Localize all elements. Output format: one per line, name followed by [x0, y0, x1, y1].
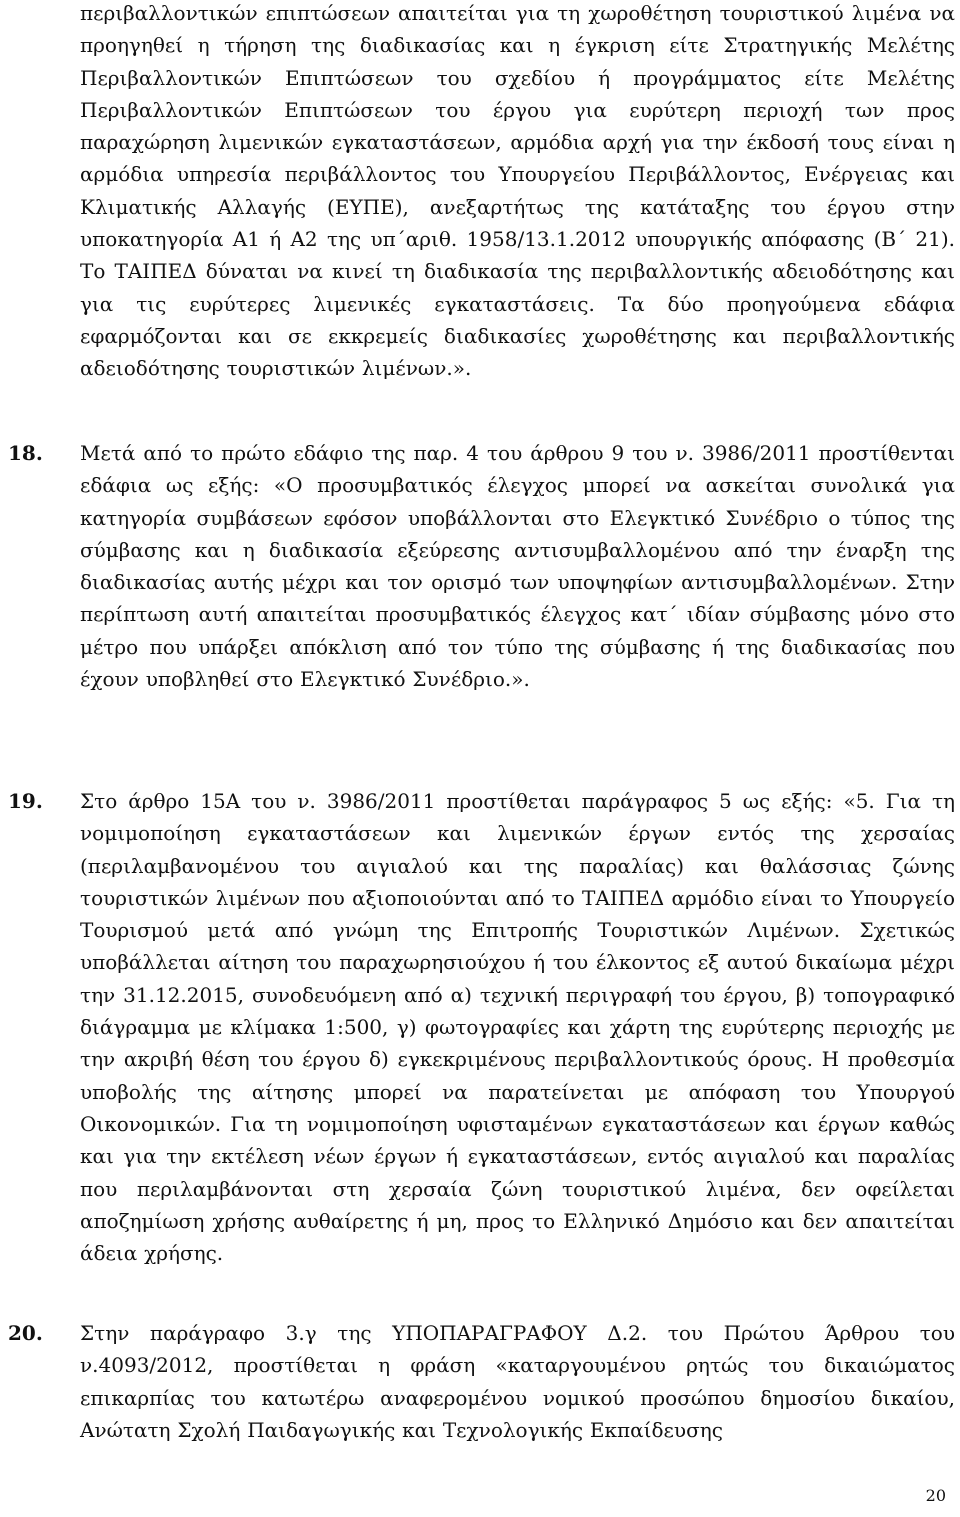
item-number: 18.	[8, 441, 43, 465]
page-number: 20	[925, 1486, 946, 1505]
item-number: 20.	[8, 1321, 43, 1345]
item-text: Μετά από το πρώτο εδάφιο της παρ. 4 του άρθρου 9 του ν. 3986/2011 προστίθενται εδάφια ως εξής: «Ο προσυμβατικός έλεγχος μπορεί να ασκείται συνολικά για κατηγορία συμβάσεων εφόσον υποβάλλονται στο Ελεγκτικό Συνέδριο ο τύπος της σύμβασης και η διαδικασία εξεύρεσης αντισυμβαλλομένου από την έναρξη της διαδικασίας αυτής μέχρι και τον ορισμό των υποψηφίων αντισυμβαλλομένων. Στην περίπτωση αυτή απαιτείται προσυμβατικός έλεγχος κατ΄ ιδίαν σύμβασης μόνο στο μέτρο που υπάρξει απόκλιση από τον τύπο της σύμβασης ή της διαδικασίας που έχουν υποβληθεί στο Ελεγκτικό Συνέδριο.».	[80, 441, 955, 692]
item-text: Στο άρθρο 15Α του ν. 3986/2011 προστίθεται παράγραφος 5 ως εξής: «5. Για τη νομιμοποίηση εγκαταστάσεων και λιμενικών έργων εντός της χερσαίας (περιλαμβανομένου του αιγιαλού και της παραλίας) και θαλάσσιας ζώνης τουριστικών λιμένων που αξιοποιούνται από το ΤΑΙΠΕΔ αρμόδιο είναι το Υπουργείο Τουρισμού μετά από γνώμη της Επιτροπής Τουριστικών Λιμένων. Σχετικώς υποβάλλεται αίτηση του παραχωρησιούχου ή του έλκοντος εξ αυτού δικαίωμα μέχρι την 31.12.2015, συνοδευόμενη από α) τεχνική περιγραφή του έργου, β) τοπογραφικό διάγραμμα με κλίμακα 1:500, γ) φωτογραφίες και χάρτη της ευρύτερης περιοχής με την ακριβή θέση του έργου δ) εγκεκριμένους περιβαλλοντικούς όρους. Η προθεσμία υποβολής της αίτησης μπορεί να παρατείνεται με απόφαση του Υπουργού Οικονομικών. Για τη νομιμοποίηση υφισταμένων εγκαταστάσεων και έργων καθώς και για την εκτέλεση νέων έργων ή εγκαταστάσεων, εντός αιγιαλού και παραλίας που περιλαμβάνονται στη χερσαία ζώνη τουριστικού λιμένα, δεν οφείλεται αποζημίωση χρήσης αυθαίρετης ή μη, προς το Ελληνικό Δημόσιο και δεν απαιτείται άδεια χρήσης.	[80, 789, 955, 1266]
item-number: 19.	[8, 789, 43, 813]
continuation-paragraph: περιβαλλοντικών επιπτώσεων απαιτείται για τη χωροθέτηση τουριστικού λιμένα να προηγηθεί η τήρηση της διαδικασίας και η έγκριση είτε Στρατηγικής Μελέτης Περιβαλλοντικών Επιπτώσεων του σχεδίου ή προγράμματος είτε Μελέτης Περιβαλλοντικών Επιπτώσεων του έργου για ευρύτερη περιοχή των προς παραχώρηση λιμενικών εγκαταστάσεων, αρμόδια αρχή για την έκδοσή τους είναι η αρμόδια υπηρεσία περιβάλλοντος του Υπουργείου Περιβάλλοντος, Ενέργειας και Κλιματικής Αλλαγής (ΕΥΠΕ), ανεξαρτήτως της κατάταξης του έργου στην υποκατηγορία Α1 ή Α2 της υπ΄αριθ. 1958/13.1.2012 υπουργικής απόφασης (Β΄ 21). Το ΤΑΙΠΕΔ δύναται να κινεί τη διαδικασία της περιβαλλοντικής αδειοδότησης και για τις ευρύτερες λιμενικές εγκαταστάσεις. Τα δύο προηγούμενα εδάφια εφαρμόζονται και σε εκκρεμείς διαδικασίες χωροθέτησης και περιβαλλοντικής αδειοδότησης τουριστικών λιμένων.».	[80, 1, 955, 381]
item-text: Στην παράγραφο 3.γ της ΥΠΟΠΑΡΑΓΡΑΦΟΥ Δ.2. του Πρώτου Άρθρου του ν.4093/2012, προστίθεται η φράση «καταργουμένου ρητώς του δικαιώματος επικαρπίας του κατωτέρω αναφερομένου νομικού προσώπου δημοσίου δικαίου, Ανώτατη Σχολή Παιδαγωγικής και Τεχνολογικής Εκπαίδευσης	[80, 1321, 955, 1442]
